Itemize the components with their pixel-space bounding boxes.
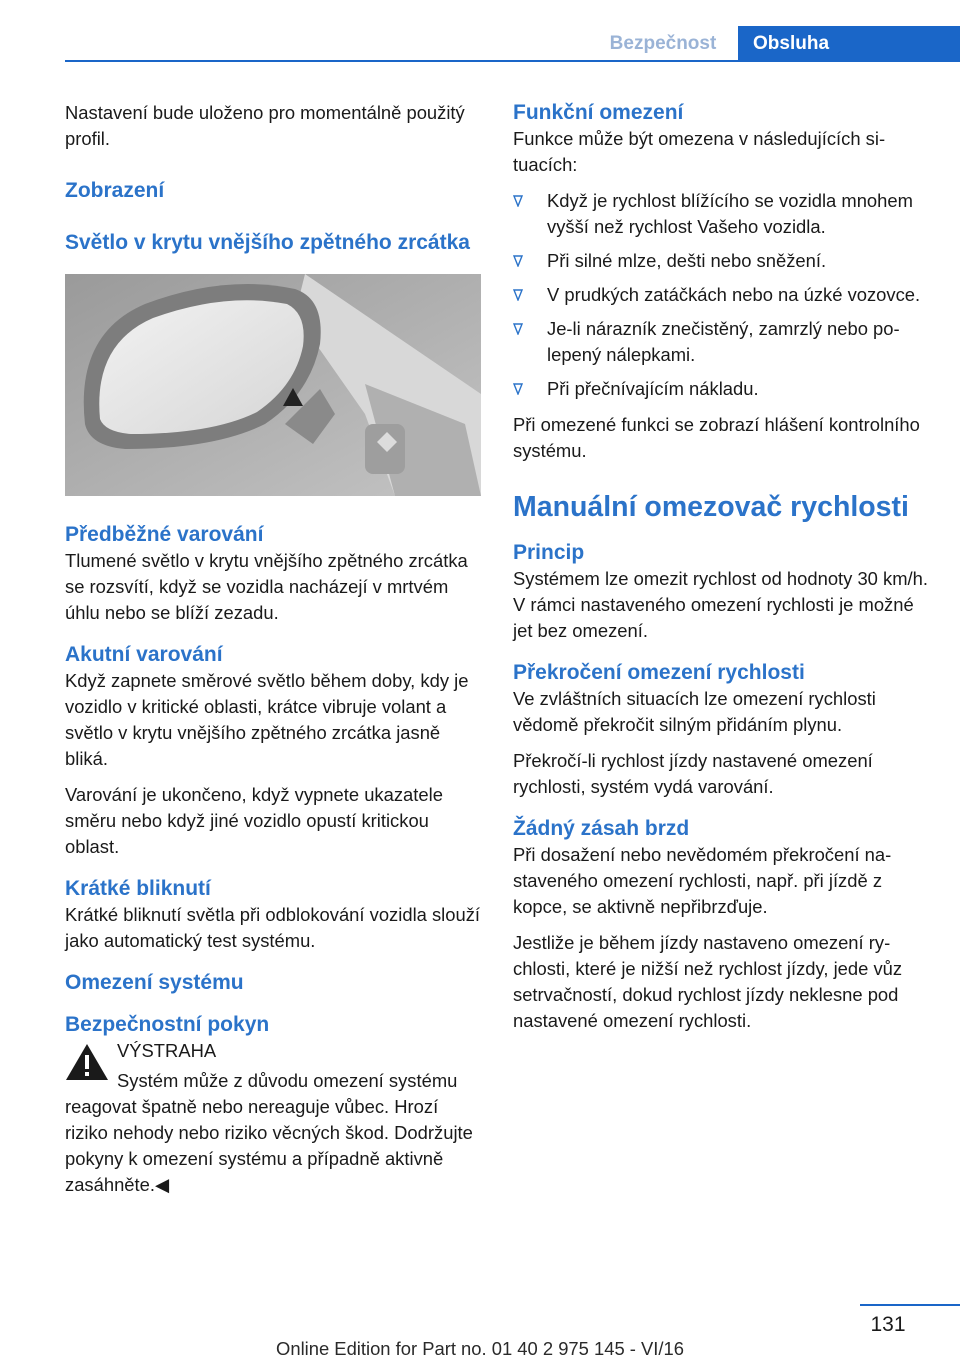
footer-rule	[860, 1304, 960, 1306]
warning-triangle-icon	[65, 1042, 109, 1082]
bullet-triangle-icon	[513, 289, 523, 301]
paragraph-zadny-2: Jestliže je během jízdy nastaveno omezení rychlosti, které je nižší než rychlost jízdy, jede vůz setrvačností, dokud rychlost jízdy neklesne pod nastavené omezení rychlosti.	[513, 932, 903, 1031]
header-tab-bezpecnost[interactable]: Bezpečnost	[609, 33, 717, 54]
heading-omezeni: Omezení systému	[65, 971, 244, 994]
bullet-triangle-icon	[513, 255, 523, 267]
list-item: Při silné mlze, dešti nebo sněžení.	[513, 248, 928, 274]
mirror-illustration	[65, 274, 481, 496]
page-number: 131	[870, 1313, 906, 1336]
intro-paragraph: Nastavení bude uloženo pro momentálně použitý profil.	[65, 102, 465, 149]
paragraph-predbezne: Tlumené světlo v krytu vnějšího zpětného zrcátka se rozsvítí, když se vozidla nacházejí v mrtvém úhlu nebo se blíží zezadu.	[65, 550, 468, 623]
warning-block	[65, 1038, 481, 1198]
paragraph-prekroceni-1: Ve zvláštních situacích lze omezení rychlosti vědomě překročit silným přidáním plynu.	[513, 688, 876, 735]
list-item: Když je rychlost blížícího se vozidla mnohem vyšší než rychlost Vašeho vozidla.	[513, 188, 928, 240]
bullet-triangle-icon	[513, 383, 523, 395]
list-item: Při přečnívajícím nákladu.	[513, 376, 928, 402]
right-column	[513, 100, 928, 1044]
paragraph-zadny-1: Při dosažení nebo nevědomém překročení nastaveného omezení rychlosti, např. při jízdě z kopce, se aktivně nepřibrzďuje.	[513, 844, 892, 917]
paragraph-princip: Systémem lze omezit rychlost od hodnoty 30 km/h. V rámci nastaveného omezení rychlosti je možné jet bez omezení.	[513, 568, 928, 641]
heading-kratke: Krátké bliknutí	[65, 877, 211, 900]
heading-bezpecnostni: Bezpečnostní pokyn	[65, 1013, 270, 1036]
paragraph-prekroceni-2: Překročí-li rychlost jízdy nastavené omezení rychlosti, systém vydá varování.	[513, 750, 873, 797]
heading-funkcni: Funkční omezení	[513, 101, 684, 124]
limitations-list	[513, 188, 928, 402]
heading-princip: Princip	[513, 541, 585, 564]
bullet-triangle-icon	[513, 195, 523, 207]
paragraph-kratke: Krátké bliknutí světla při odblokování vozidla slouží jako automatický test systému.	[65, 904, 481, 951]
heading-zadny: Žádný zásah brzd	[513, 817, 690, 840]
warning-title: VÝSTRAHA	[117, 1040, 217, 1061]
heading-svetlo: Světlo v krytu vnějšího zpětného zrcátka	[65, 231, 470, 254]
heading-zobrazeni: Zobrazení	[65, 179, 165, 202]
list-item: V prudkých zatáčkách nebo na úzké vozovce.	[513, 282, 928, 308]
paragraph-hlaseni: Při omezené funkci se zobrazí hlášení kontrolního systému.	[513, 414, 920, 461]
bullet-triangle-icon	[513, 323, 523, 335]
edition-note: Online Edition for Part no. 01 40 2 975 145 - VI/16	[276, 1338, 684, 1359]
header-rule	[65, 60, 960, 62]
list-item: Je-li nárazník znečistěný, zamrzlý nebo polepený nálepkami.	[513, 316, 928, 368]
paragraph-funkcni: Funkce může být omezena v následujících situacích:	[513, 128, 886, 175]
heading-manualni: Manuální omezovač rychlosti	[513, 491, 909, 523]
paragraph-akutni-1: Když zapnete směrové světlo během doby, kdy je vozidlo v kritické oblasti, krátce vibruje volant a světlo v krytu vnějšího zpětného zrcátka jasně bliká.	[65, 670, 469, 769]
paragraph-akutni-2: Varování je ukončeno, když vypnete ukazatele směru nebo když jiné vozidlo opustí kritickou oblast.	[65, 784, 443, 857]
header-tab-obsluha[interactable]: Obsluha	[738, 26, 960, 62]
heading-prekroceni: Překročení omezení rychlosti	[513, 661, 805, 684]
warning-text: Systém může z důvodu omezení systému reagovat špatně nebo nereaguje vůbec. Hrozí riziko nehody nebo riziko věcných škod. Dodržujte pokyny k omezení systému a případně aktivně zasáhněte.◀	[65, 1070, 473, 1195]
heading-predbezne: Předběžné varování	[65, 523, 264, 546]
heading-akutni: Akutní varování	[65, 643, 223, 666]
left-column	[65, 100, 481, 1208]
